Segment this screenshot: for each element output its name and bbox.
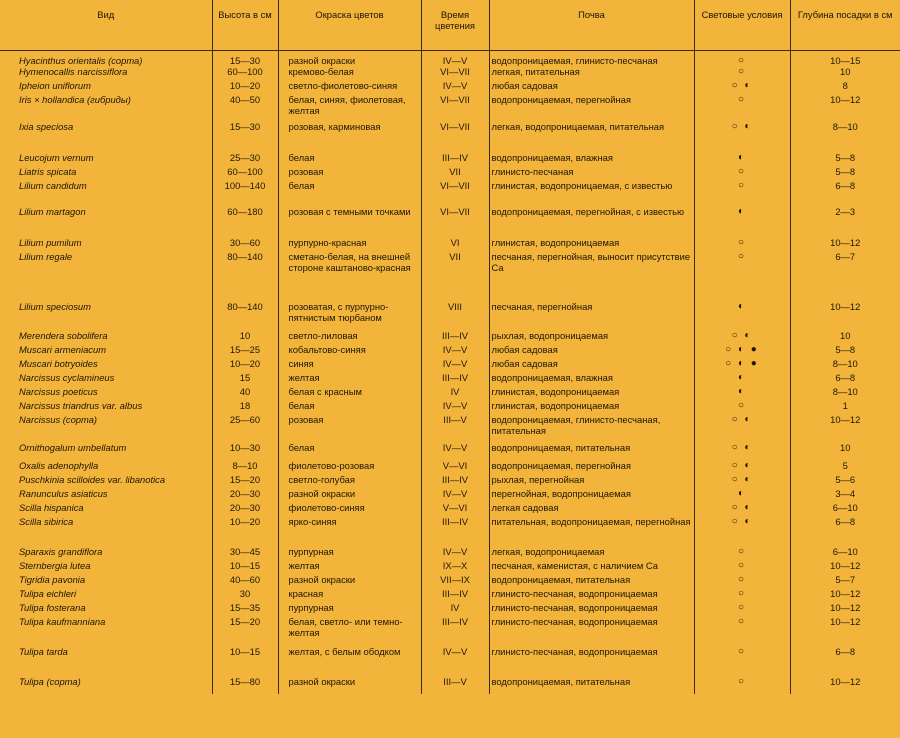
height-cell: 15—35 xyxy=(212,602,278,616)
species-cell: Hyacinthus orientalis (сорта) xyxy=(19,54,143,66)
flower-color-cell: сметано-белая, на внешней стороне каштаново-красная xyxy=(278,251,421,301)
light-conditions-cell: ○ xyxy=(694,66,790,80)
species-cell: Ipheion uniflorum xyxy=(19,79,91,91)
species-cell: Iris × hollandica (гибриды) xyxy=(19,93,131,105)
bloom-time-cell: III—IV xyxy=(421,330,489,344)
height-cell: 10—20 xyxy=(212,358,278,372)
soil-cell: глинисто-песчаная, водопроницаемая xyxy=(489,646,694,676)
species-cell: Lilium martagon xyxy=(19,205,86,217)
table-row xyxy=(0,330,900,344)
bloom-time-cell: VI—VII xyxy=(421,94,489,121)
flower-color-cell: светло-голубая xyxy=(278,474,421,488)
height-cell: 25—60 xyxy=(212,414,278,442)
table-row xyxy=(0,588,900,602)
height-cell: 40—50 xyxy=(212,94,278,121)
light-conditions-cell: ○ xyxy=(694,180,790,206)
light-conditions-cell: ○ ◐ xyxy=(694,474,790,488)
header-planting-depth: Глубина посадки в см xyxy=(790,0,900,50)
bloom-time-cell: IV xyxy=(421,386,489,400)
table-row xyxy=(0,66,900,80)
height-cell: 60—100 xyxy=(212,166,278,180)
height-cell: 10 xyxy=(212,330,278,344)
soil-cell: рыхлая, перегнойная xyxy=(489,474,694,488)
planting-depth-cell: 10 xyxy=(790,330,900,344)
table-row xyxy=(0,676,900,694)
soil-cell: легкая, питательная xyxy=(489,66,694,80)
species-cell: Scilla hispanica xyxy=(19,501,84,513)
soil-cell: водопроницаемая, питательная xyxy=(489,442,694,460)
bloom-time-cell: III—IV xyxy=(421,616,489,646)
height-cell: 80—140 xyxy=(212,301,278,330)
bloom-time-cell: VI—VII xyxy=(421,66,489,80)
planting-depth-cell: 1 xyxy=(790,400,900,414)
height-cell: 20—30 xyxy=(212,502,278,516)
height-cell: 15—80 xyxy=(212,676,278,694)
table-row xyxy=(0,560,900,574)
soil-cell: песчаная, каменистая, с наличием Са xyxy=(489,560,694,574)
species-cell: Narcissus (сорта) xyxy=(19,413,98,425)
planting-depth-cell: 5—6 xyxy=(790,474,900,488)
light-conditions-cell: ○ xyxy=(694,94,790,121)
bloom-time-cell: VI—VII xyxy=(421,180,489,206)
header-flower-color: Окраска цветов xyxy=(278,0,421,50)
height-cell: 60—100 xyxy=(212,66,278,80)
bloom-time-cell: IV—V xyxy=(421,80,489,94)
height-cell: 10—20 xyxy=(212,80,278,94)
flower-color-cell: розовая xyxy=(278,414,421,442)
light-conditions-cell: ○ ◐ xyxy=(694,516,790,546)
soil-cell: глинисто-песчаная, водопроницаемая xyxy=(489,588,694,602)
species-cell: Narcissus triandrus var. albus xyxy=(19,399,143,411)
bloom-time-cell: III—IV xyxy=(421,474,489,488)
flower-color-cell: белая xyxy=(278,442,421,460)
light-conditions-cell: ○ ◐ ● xyxy=(694,358,790,372)
planting-depth-cell: 5 xyxy=(790,460,900,474)
table-row xyxy=(0,546,900,560)
planting-depth-cell: 6—10 xyxy=(790,502,900,516)
planting-depth-cell: 10—12 xyxy=(790,588,900,602)
planting-depth-cell: 3—4 xyxy=(790,488,900,502)
table-row xyxy=(0,414,900,442)
flower-color-cell: желтая xyxy=(278,560,421,574)
bloom-time-cell: IV—V xyxy=(421,488,489,502)
light-conditions-cell: ◐ xyxy=(694,206,790,237)
species-cell: Tulipa fosterana xyxy=(19,601,86,613)
table-row xyxy=(0,94,900,121)
height-cell: 80—140 xyxy=(212,251,278,301)
soil-cell: любая садовая xyxy=(489,344,694,358)
species-cell: Ixia speciosa xyxy=(19,120,74,132)
species-cell: Narcissus cyclamineus xyxy=(19,371,115,383)
species-cell: Sparaxis grandiflora xyxy=(19,545,103,557)
species-cell: Scilla sibirica xyxy=(19,515,74,527)
species-cell: Liatris spicata xyxy=(19,165,77,177)
planting-depth-cell: 6—7 xyxy=(790,251,900,301)
height-cell: 15—30 xyxy=(212,50,278,66)
light-conditions-cell: ○ xyxy=(694,251,790,301)
bloom-time-cell: VI—VII xyxy=(421,206,489,237)
height-cell: 30—60 xyxy=(212,237,278,251)
soil-cell: глинисто-песчаная, водопроницаемая xyxy=(489,602,694,616)
light-conditions-cell: ○ xyxy=(694,588,790,602)
light-conditions-cell: ○ ◐ xyxy=(694,460,790,474)
bloom-time-cell: IV—V xyxy=(421,546,489,560)
species-cell: Leucojum vernum xyxy=(19,151,94,163)
soil-cell: глинистая, водопроницаемая xyxy=(489,237,694,251)
species-cell: Tulipa kaufmanniana xyxy=(19,615,106,627)
soil-cell: водопроницаемая, глинисто-песчаная, питательная xyxy=(489,414,694,442)
table-row xyxy=(0,442,900,460)
height-cell: 30 xyxy=(212,588,278,602)
flower-color-cell: разной окраски xyxy=(278,574,421,588)
table-row xyxy=(0,50,900,66)
soil-cell: водопроницаемая, питательная xyxy=(489,574,694,588)
bloom-time-cell: VII xyxy=(421,166,489,180)
flower-color-cell: желтая xyxy=(278,372,421,386)
table-row xyxy=(0,516,900,546)
species-cell: Ornithogalum umbellatum xyxy=(19,441,127,453)
table-body xyxy=(0,50,900,694)
height-cell: 18 xyxy=(212,400,278,414)
table-row xyxy=(0,237,900,251)
table-row xyxy=(0,400,900,414)
planting-depth-cell: 6—8 xyxy=(790,516,900,546)
flower-color-cell: белая, светло- или темно-желтая xyxy=(278,616,421,646)
planting-depth-cell: 6—8 xyxy=(790,646,900,676)
species-cell: Puschkinia scilloides var. libanotica xyxy=(19,473,166,485)
flower-color-cell: пурпурная xyxy=(278,546,421,560)
light-conditions-cell: ◐ xyxy=(694,386,790,400)
table-row xyxy=(0,121,900,152)
planting-depth-cell: 10—12 xyxy=(790,602,900,616)
bloom-time-cell: VI xyxy=(421,237,489,251)
light-conditions-cell: ○ xyxy=(694,616,790,646)
table-row xyxy=(0,301,900,330)
flower-color-cell: кремово-белая xyxy=(278,66,421,80)
height-cell: 10—20 xyxy=(212,516,278,546)
light-conditions-cell: ○ ◐ xyxy=(694,330,790,344)
light-conditions-cell: ○ xyxy=(694,646,790,676)
flower-color-cell: желтая, с белым ободком xyxy=(278,646,421,676)
soil-cell: глинистая, водопроницаемая xyxy=(489,400,694,414)
table-row xyxy=(0,251,900,301)
bloom-time-cell: III—IV xyxy=(421,372,489,386)
soil-cell: песчаная, перегнойная, выносит присутствие Са xyxy=(489,251,694,301)
table-row xyxy=(0,602,900,616)
bloom-time-cell: VII xyxy=(421,251,489,301)
planting-depth-cell: 8 xyxy=(790,80,900,94)
soil-cell: глинистая, водопроницаемая, с известью xyxy=(489,180,694,206)
table-row xyxy=(0,166,900,180)
height-cell: 15—20 xyxy=(212,474,278,488)
species-cell: Lilium speciosum xyxy=(19,300,91,312)
soil-cell: любая садовая xyxy=(489,80,694,94)
planting-depth-cell: 8—10 xyxy=(790,386,900,400)
light-conditions-cell: ○ ◐ xyxy=(694,442,790,460)
species-cell: Oxalis adenophylla xyxy=(19,459,99,471)
light-conditions-cell: ◐ xyxy=(694,301,790,330)
planting-depth-cell: 5—8 xyxy=(790,344,900,358)
species-cell: Hymenocallis narcissiflora xyxy=(19,65,128,77)
light-conditions-cell: ○ xyxy=(694,602,790,616)
table-row xyxy=(0,344,900,358)
flower-color-cell: розовая xyxy=(278,166,421,180)
light-conditions-cell: ○ ◐ xyxy=(694,502,790,516)
planting-depth-cell: 10—12 xyxy=(790,414,900,442)
planting-depth-cell: 5—8 xyxy=(790,166,900,180)
soil-cell: глинисто-песчаная, водопроницаемая xyxy=(489,616,694,646)
light-conditions-cell: ◐ xyxy=(694,372,790,386)
species-cell: Lilium candidum xyxy=(19,179,87,191)
flower-color-cell: разной окраски xyxy=(278,50,421,66)
planting-depth-cell: 5—8 xyxy=(790,152,900,166)
planting-depth-cell: 10—12 xyxy=(790,616,900,646)
flower-color-cell: белая с красным xyxy=(278,386,421,400)
light-conditions-cell: ○ xyxy=(694,676,790,694)
species-cell: Lilium pumilum xyxy=(19,236,82,248)
header-height: Высота в см xyxy=(212,0,278,50)
bloom-time-cell: V—VI xyxy=(421,460,489,474)
light-conditions-cell: ○ xyxy=(694,560,790,574)
planting-depth-cell: 8—10 xyxy=(790,358,900,372)
bloom-time-cell: III—V xyxy=(421,676,489,694)
table-row xyxy=(0,574,900,588)
table-row xyxy=(0,646,900,676)
height-cell: 15—30 xyxy=(212,121,278,152)
table-row xyxy=(0,372,900,386)
header-species: Вид xyxy=(0,0,212,50)
light-conditions-cell: ◐ xyxy=(694,488,790,502)
flower-color-cell: пурпурная xyxy=(278,602,421,616)
light-conditions-cell: ○ xyxy=(694,50,790,66)
flower-color-cell: фиолетово-розовая xyxy=(278,460,421,474)
species-cell: Merendera sobolifera xyxy=(19,329,108,341)
soil-cell: питательная, водопроницаемая, перегнойная xyxy=(489,516,694,546)
species-cell: Ranunculus asiaticus xyxy=(19,487,108,499)
height-cell: 100—140 xyxy=(212,180,278,206)
flower-color-cell: белая xyxy=(278,400,421,414)
bloom-time-cell: IV—V xyxy=(421,442,489,460)
planting-depth-cell: 10—15 xyxy=(790,50,900,66)
light-conditions-cell: ○ xyxy=(694,166,790,180)
light-conditions-cell: ○ xyxy=(694,546,790,560)
height-cell: 25—30 xyxy=(212,152,278,166)
species-cell: Tigridia pavonia xyxy=(19,573,86,585)
planting-depth-cell: 10—12 xyxy=(790,676,900,694)
table-row xyxy=(0,386,900,400)
header-light: Световые условия xyxy=(694,0,790,50)
bloom-time-cell: VII—IX xyxy=(421,574,489,588)
bloom-time-cell: IV—V xyxy=(421,50,489,66)
flower-color-cell: розовая с темными точками xyxy=(278,206,421,237)
height-cell: 20—30 xyxy=(212,488,278,502)
table-row xyxy=(0,80,900,94)
table-row xyxy=(0,460,900,474)
soil-cell: водопроницаемая, перегнойная xyxy=(489,94,694,121)
species-cell: Sternbergia lutea xyxy=(19,559,91,571)
header-bloom-time: Время цветения xyxy=(421,0,489,50)
soil-cell: водопроницаемая, перегнойная xyxy=(489,460,694,474)
light-conditions-cell: ○ xyxy=(694,574,790,588)
bloom-time-cell: IV—V xyxy=(421,646,489,676)
soil-cell: водопроницаемая, перегнойная, с известью xyxy=(489,206,694,237)
table-row xyxy=(0,474,900,488)
bloom-time-cell: V—VI xyxy=(421,502,489,516)
bloom-time-cell: III—IV xyxy=(421,152,489,166)
flower-color-cell: светло-фиолетово-синяя xyxy=(278,80,421,94)
soil-cell: водопроницаемая, питательная xyxy=(489,676,694,694)
flower-color-cell: красная xyxy=(278,588,421,602)
height-cell: 30—45 xyxy=(212,546,278,560)
species-cell: Muscari botryoides xyxy=(19,357,98,369)
bloom-time-cell: VI—VII xyxy=(421,121,489,152)
flower-color-cell: белая, синяя, фиолетовая, желтая xyxy=(278,94,421,121)
planting-depth-cell: 10 xyxy=(790,66,900,80)
height-cell: 10—15 xyxy=(212,646,278,676)
light-conditions-cell: ○ ◐ xyxy=(694,121,790,152)
height-cell: 10—30 xyxy=(212,442,278,460)
species-cell: Muscari armeniacum xyxy=(19,343,107,355)
soil-cell: любая садовая xyxy=(489,358,694,372)
species-cell: Lilium regale xyxy=(19,250,73,262)
flower-color-cell: белая xyxy=(278,152,421,166)
bloom-time-cell: IV—V xyxy=(421,344,489,358)
table-row xyxy=(0,180,900,206)
bloom-time-cell: III—IV xyxy=(421,516,489,546)
flower-color-cell: пурпурно-красная xyxy=(278,237,421,251)
table-row xyxy=(0,488,900,502)
flower-color-cell: белая xyxy=(278,180,421,206)
light-conditions-cell: ○ ◐ xyxy=(694,80,790,94)
flower-color-cell: разной окраски xyxy=(278,676,421,694)
table-row xyxy=(0,206,900,237)
light-conditions-cell: ◐ xyxy=(694,152,790,166)
light-conditions-cell: ○ ◐ ● xyxy=(694,344,790,358)
planting-depth-cell: 10—12 xyxy=(790,94,900,121)
height-cell: 15 xyxy=(212,372,278,386)
planting-depth-cell: 6—8 xyxy=(790,372,900,386)
soil-cell: водопроницаемая, глинисто-песчаная xyxy=(489,50,694,66)
height-cell: 15—20 xyxy=(212,616,278,646)
height-cell: 10—15 xyxy=(212,560,278,574)
planting-depth-cell: 2—3 xyxy=(790,206,900,237)
flower-color-cell: фиолетово-синяя xyxy=(278,502,421,516)
soil-cell: легкая, водопроницаемая, питательная xyxy=(489,121,694,152)
light-conditions-cell: ○ ◐ xyxy=(694,414,790,442)
bloom-time-cell: IV—V xyxy=(421,400,489,414)
bloom-time-cell: IV xyxy=(421,602,489,616)
bloom-time-cell: IX—X xyxy=(421,560,489,574)
planting-depth-cell: 6—8 xyxy=(790,180,900,206)
soil-cell: рыхлая, водопроницаемая xyxy=(489,330,694,344)
species-cell: Tulipa tarda xyxy=(19,645,68,657)
soil-cell: перегнойная, водопроницаемая xyxy=(489,488,694,502)
height-cell: 40—60 xyxy=(212,574,278,588)
soil-cell: песчаная, перегнойная xyxy=(489,301,694,330)
bloom-time-cell: VIII xyxy=(421,301,489,330)
table-row xyxy=(0,358,900,372)
soil-cell: водопроницаемая, влажная xyxy=(489,372,694,386)
bloom-time-cell: III—V xyxy=(421,414,489,442)
table-row xyxy=(0,616,900,646)
flower-color-cell: розоватая, с пурпурно-пятнистым тюрбаном xyxy=(278,301,421,330)
soil-cell: легкая садовая xyxy=(489,502,694,516)
header-row xyxy=(0,0,900,50)
planting-depth-cell: 10—12 xyxy=(790,237,900,251)
soil-cell: легкая, водопроницаемая xyxy=(489,546,694,560)
planting-depth-cell: 8—10 xyxy=(790,121,900,152)
species-cell: Narcissus poeticus xyxy=(19,385,98,397)
planting-depth-cell: 5—7 xyxy=(790,574,900,588)
soil-cell: водопроницаемая, влажная xyxy=(489,152,694,166)
table-row xyxy=(0,152,900,166)
flower-color-cell: светло-лиловая xyxy=(278,330,421,344)
species-cell: Tulipa eichleri xyxy=(19,587,77,599)
height-cell: 8—10 xyxy=(212,460,278,474)
height-cell: 15—25 xyxy=(212,344,278,358)
species-cell: Tulipa (сорта) xyxy=(19,675,81,687)
soil-cell: глинистая, водопроницаемая xyxy=(489,386,694,400)
bloom-time-cell: IV—V xyxy=(421,358,489,372)
height-cell: 40 xyxy=(212,386,278,400)
planting-depth-cell: 10 xyxy=(790,442,900,460)
soil-cell: глинисто-песчаная xyxy=(489,166,694,180)
flower-color-cell: синяя xyxy=(278,358,421,372)
flower-color-cell: ярко-синяя xyxy=(278,516,421,546)
flower-color-cell: разной окраски xyxy=(278,488,421,502)
flower-color-cell: кобальтово-синяя xyxy=(278,344,421,358)
flower-color-cell: розовая, карминовая xyxy=(278,121,421,152)
bloom-time-cell: III—IV xyxy=(421,588,489,602)
light-conditions-cell: ○ xyxy=(694,400,790,414)
header-soil: Почва xyxy=(489,0,694,50)
planting-depth-cell: 6—10 xyxy=(790,546,900,560)
height-cell: 60—180 xyxy=(212,206,278,237)
table-row xyxy=(0,502,900,516)
planting-depth-cell: 10—12 xyxy=(790,301,900,330)
planting-depth-cell: 10—12 xyxy=(790,560,900,574)
light-conditions-cell: ○ xyxy=(694,237,790,251)
